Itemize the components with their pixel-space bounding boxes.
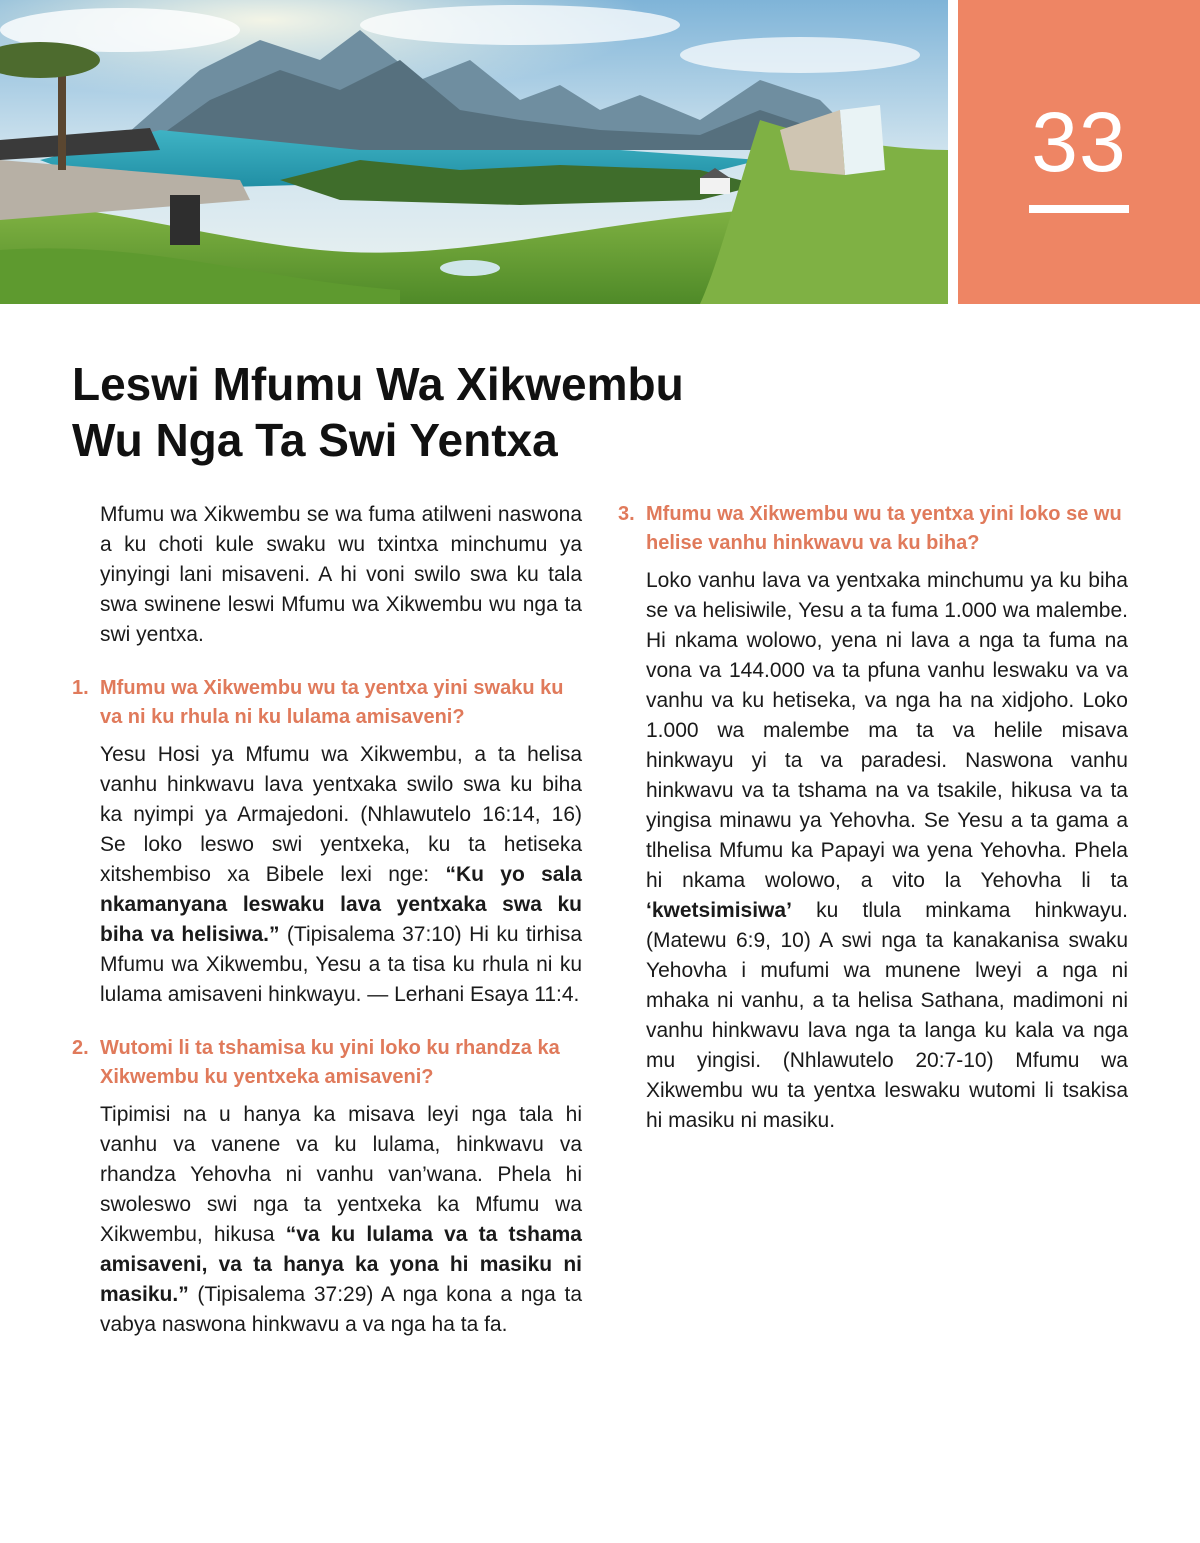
question-1-number: 1.	[72, 677, 89, 699]
lesson-number-box	[958, 0, 1200, 304]
hero-illustration	[0, 0, 948, 304]
question-3	[618, 500, 1128, 558]
answer-3-emphasis: ‘kwetsimisiwa’	[646, 899, 792, 922]
question-2	[72, 1034, 582, 1092]
answer-1-text-end: (Tipisalema 37:10) Hi ku tirhisa Mfumu wa Xikwembu, Yesu a ta tisa ku rhula ni ku lulama amisaveni hinkwayu. — Lerhani Esaya 11:4.	[100, 923, 582, 1006]
hero-spacer	[948, 0, 958, 304]
page-title-line-2: Wu Nga Ta Swi Yentxa	[72, 414, 558, 466]
paradise-landscape-image	[0, 0, 948, 304]
answer-3-text: Loko vanhu lava va yentxaka minchumu ya ku biha se va helisiwile, Yesu a ta fuma 1.000 wa malembe. Hi nkama wolowo, yena ni lava a nga ta fuma na vona va 144.000 va ta pfuna vanhu leswaku va va vanhu va ku hetiseka, va nga ha na xidjoho. Loko 1.000 wa malembe ma ta va helile misava hinkwayu yi ta va paradesi. Naswona vanhu hinkwavu va ta tshama na va tsakile, hikusa va ta yingisa minawu ya Yehovha. Se Yesu a ta gama a tlhelisa Mfumu ka Papayi wa yena Yehovha. Phela hi nkama wolowo, a vito la Yehovha li ta	[646, 569, 1128, 892]
answer-2	[100, 1100, 582, 1340]
answer-2-quote: “va ku lulama va ta tshama amisaveni, va ta hanya ka yona hi masiku ni masiku.”	[100, 1223, 582, 1306]
question-1	[72, 674, 582, 732]
answer-3-text-end: ku tlula minkama hinkwayu. (Matewu 6:9, 10) A swi nga ta kanakanisa swaku Yehovha i mufumi wa munene lweyi a nga ni mhaka ni vanhu, a ta helisa Sathana, madimoni ni vanhu hinkwavu lava nga ta langa ku kala va nga mu yingisi. (Nhlawutelo 20:7-10) Mfumu wa Xikwembu wu ta yentxa leswaku wutomi li tsakisa hi masiku ni masiku.	[646, 899, 1128, 1132]
question-2-number: 2.	[72, 1037, 89, 1059]
question-3-text: Mfumu wa Xikwembu wu ta yentxa yini loko se wu helise vanhu hinkwavu va ku biha?	[646, 503, 1122, 554]
left-column	[72, 500, 582, 1340]
question-2-text: Wutomi li ta tshamisa ku yini loko ku rhandza ka Xikwembu ku yentxeka amisaveni?	[100, 1037, 560, 1088]
lesson-number-underline	[1029, 205, 1129, 213]
lesson-number: 33	[1031, 95, 1127, 189]
answer-2-text: Tipimisi na u hanya ka misava leyi nga tala hi vanhu va vanene va ku lulama, hinkwavu va rhandza Yehovha ni vanhu van’wana. Phela hi swoleswo swi nga ta yentxeka ka Mfumu wa Xikwembu, hikusa	[100, 1103, 582, 1246]
intro-paragraph: Mfumu wa Xikwembu se wa fuma atilweni naswona a ku choti kule swaku wu txintxa minchumu ya yinyingi lani misaveni. A hi voni swilo swa ku tala swa swinene leswi Mfumu wa Xikwembu wu nga ta swi yentxa.	[100, 503, 582, 646]
answer-1	[100, 740, 582, 1010]
question-3-number: 3.	[618, 503, 635, 525]
answer-1-text: Yesu Hosi ya Mfumu wa Xikwembu, a ta helisa vanhu hinkwavu lava yentxaka swilo swa ku biha ka nyimpi ya Armajedoni. (Nhlawutelo 16:14, 16) Se loko leswo swi yentxeka, ku ta hetiseka xitshembiso xa Bibele lexi nge:	[100, 743, 582, 886]
right-column	[618, 500, 1128, 1136]
page-title-line-1: Leswi Mfumu Wa Xikwembu	[72, 358, 684, 410]
answer-2-text-end: (Tipisalema 37:29) A nga kona a nga ta vabya naswona hinkwavu a va nga ha ta fa.	[100, 1283, 582, 1336]
answer-3	[646, 566, 1128, 1136]
page-title	[72, 356, 832, 468]
question-1-text: Mfumu wa Xikwembu wu ta yentxa yini swaku ku va ni ku rhula ni ku lulama amisaveni?	[100, 677, 564, 728]
answer-1-quote: “Ku yo sala nkamanyana leswaku lava yentxaka swa ku biha va helisiwa.”	[100, 863, 582, 946]
